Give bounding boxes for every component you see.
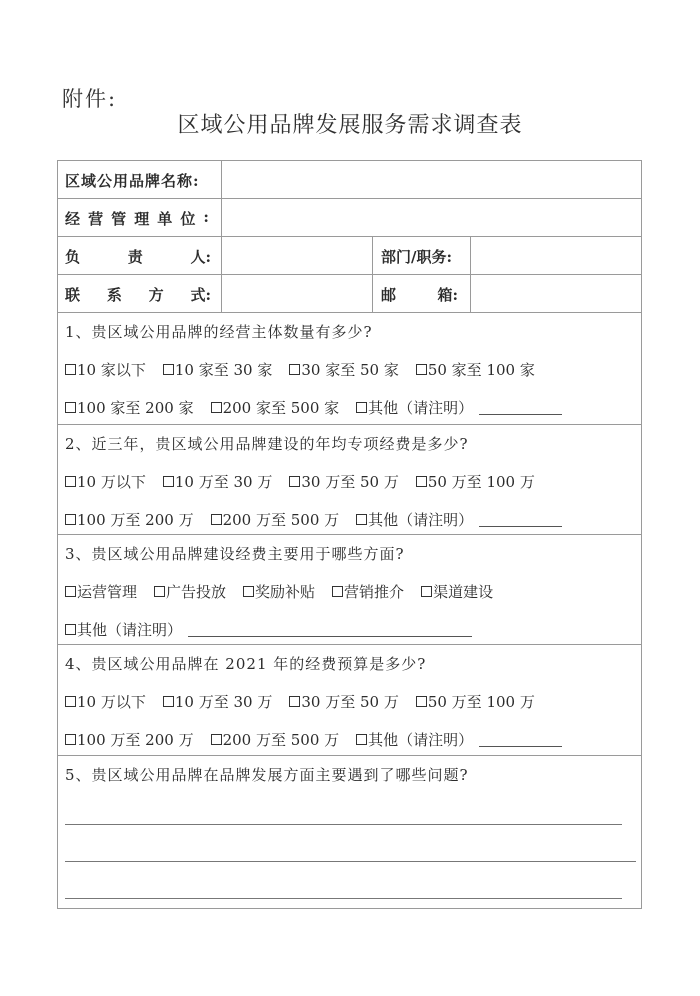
option-checkbox[interactable]: 200 万至 500 万 [211,509,340,530]
option-checkbox[interactable]: 奖励补贴 [243,581,315,602]
divider [58,644,641,645]
question-2-options-row-2 [65,509,562,530]
question-2-options-row-1 [65,471,552,492]
option-checkbox[interactable]: 50 万至 100 万 [416,691,535,712]
divider [58,424,641,425]
option-checkbox[interactable]: 100 万至 200 万 [65,509,194,530]
department-label: 部门/职务: [381,248,453,266]
checkbox-icon[interactable] [65,514,76,525]
checkbox-icon[interactable] [163,364,174,375]
person-in-charge-label: 负 责 人: [65,248,211,266]
option-checkbox[interactable]: 运营管理 [65,581,137,602]
other-specify-field[interactable] [479,512,562,527]
option-checkbox[interactable]: 10 家至 30 家 [163,359,272,380]
question-4-options-row-2 [65,729,562,750]
person-in-charge-field[interactable] [223,238,371,273]
checkbox-icon[interactable] [289,696,300,707]
checkbox-icon[interactable] [65,402,76,413]
email-label: 邮 箱: [381,286,458,304]
option-checkbox[interactable]: 200 万至 500 万 [211,729,340,750]
option-checkbox[interactable]: 30 家至 50 家 [289,359,398,380]
option-checkbox[interactable]: 其他（请注明） [356,397,562,418]
checkbox-icon[interactable] [211,734,222,745]
divider [221,161,222,312]
option-checkbox[interactable]: 其他（请注明） [65,619,472,640]
checkbox-icon[interactable] [416,364,427,375]
option-checkbox[interactable]: 100 家至 200 家 [65,397,194,418]
divider [58,274,641,275]
contact-label: 联 系 方 式: [65,286,211,304]
brand-name-label: 区域公用品牌名称: [65,172,200,190]
other-specify-field[interactable] [188,622,472,637]
option-checkbox[interactable]: 50 万至 100 万 [416,471,535,492]
option-checkbox[interactable]: 10 万以下 [65,691,146,712]
option-checkbox[interactable]: 10 万至 30 万 [163,471,272,492]
other-specify-field[interactable] [479,400,562,415]
divider [58,755,641,756]
checkbox-icon[interactable] [65,734,76,745]
question-3-text: 3、贵区域公用品牌建设经费主要用于哪些方面? [65,545,405,563]
checkbox-icon[interactable] [356,734,367,745]
option-checkbox[interactable]: 营销推介 [332,581,404,602]
answer-line[interactable] [65,824,622,825]
divider [58,198,641,199]
checkbox-icon[interactable] [211,514,222,525]
checkbox-icon[interactable] [65,696,76,707]
divider [470,236,471,312]
other-specify-field[interactable] [479,732,562,747]
attachment-label: 附件: [62,87,118,111]
option-checkbox[interactable]: 10 家以下 [65,359,146,380]
option-checkbox[interactable]: 10 万以下 [65,471,146,492]
option-checkbox[interactable]: 100 万至 200 万 [65,729,194,750]
option-checkbox[interactable]: 200 家至 500 家 [211,397,340,418]
question-4-options-row-1 [65,691,552,712]
checkbox-icon[interactable] [211,402,222,413]
checkbox-icon[interactable] [163,696,174,707]
divider [58,236,641,237]
checkbox-icon[interactable] [65,586,76,597]
checkbox-icon[interactable] [332,586,343,597]
option-checkbox[interactable]: 广告投放 [154,581,226,602]
divider [58,312,641,313]
survey-table [57,160,642,909]
question-3-options-row-1 [65,581,510,602]
checkbox-icon[interactable] [65,364,76,375]
checkbox-icon[interactable] [421,586,432,597]
checkbox-icon[interactable] [65,476,76,487]
checkbox-icon[interactable] [289,364,300,375]
question-1-options-row-1 [65,359,552,380]
checkbox-icon[interactable] [356,514,367,525]
question-3-options-row-2 [65,619,472,640]
checkbox-icon[interactable] [416,696,427,707]
option-checkbox[interactable]: 30 万至 50 万 [289,691,398,712]
option-checkbox[interactable]: 其他（请注明） [356,729,562,750]
contact-field[interactable] [223,276,371,311]
checkbox-icon[interactable] [65,624,76,635]
answer-line[interactable] [65,861,636,862]
question-1-text: 1、贵区域公用品牌的经营主体数量有多少? [65,323,373,341]
checkbox-icon[interactable] [154,586,165,597]
management-unit-field[interactable] [223,200,640,235]
checkbox-icon[interactable] [356,402,367,413]
question-1-options-row-2 [65,397,562,418]
question-2-text: 2、近三年，贵区域公用品牌建设的年均专项经费是多少? [65,435,469,453]
question-5-text: 5、贵区域公用品牌在品牌发展方面主要遇到了哪些问题? [65,766,469,784]
divider [58,534,641,535]
checkbox-icon[interactable] [163,476,174,487]
management-unit-label: 经 营 管 理 单 位 : [65,208,209,228]
page-title: 区域公用品牌发展服务需求调查表 [177,113,523,138]
option-checkbox[interactable]: 10 万至 30 万 [163,691,272,712]
option-checkbox[interactable]: 其他（请注明） [356,509,562,530]
option-checkbox[interactable]: 渠道建设 [421,581,493,602]
checkbox-icon[interactable] [416,476,427,487]
checkbox-icon[interactable] [243,586,254,597]
option-checkbox[interactable]: 30 万至 50 万 [289,471,398,492]
option-checkbox[interactable]: 50 家至 100 家 [416,359,535,380]
divider [372,236,373,312]
brand-name-field[interactable] [223,162,640,197]
department-field[interactable] [472,238,640,273]
email-field[interactable] [472,276,640,311]
checkbox-icon[interactable] [289,476,300,487]
answer-line[interactable] [65,898,622,899]
question-4-text: 4、贵区域公用品牌在 2021 年的经费预算是多少? [65,655,427,673]
